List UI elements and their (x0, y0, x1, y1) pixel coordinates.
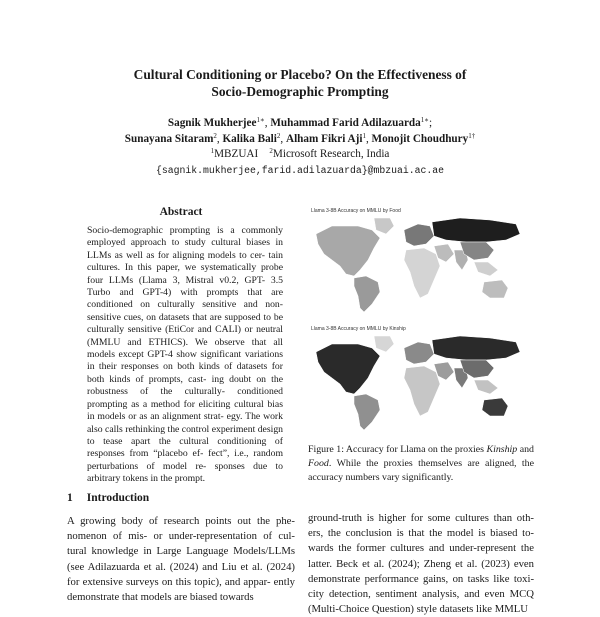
author-name: Alham Fikri Aji (285, 132, 363, 145)
author-name: Monojit Choudhury (371, 132, 469, 145)
section-heading-introduction: 1 Introduction (67, 492, 150, 504)
author-block (0, 116, 600, 178)
introduction-text: A growing body of research points out the phe- nomenon of mis- or under-representation of cul- tural knowledge in Large Language Models/LLMs (see Adilazuarda et al. (2024) and Liu et al. (2024) for extensive surveys on this topic), and appar- ently demonstrate that models are biased towards (67, 515, 296, 604)
map-region-africa (404, 366, 440, 416)
paper-title: Cultural Conditioning or Placebo? On the Effectiveness of Socio-Demographic Prompting (133, 67, 467, 99)
world-map-kinship (310, 332, 526, 434)
map-region-russia (432, 218, 520, 242)
map-region-greenland (374, 218, 394, 234)
author-name: Muhammad Farid Adilazuarda (270, 117, 421, 129)
author-name: Kalika Bali (222, 132, 277, 145)
map-region-se-asia (474, 380, 498, 394)
author-name: Sagnik Mukherjee (167, 117, 257, 129)
world-map-food (310, 214, 526, 316)
map-region-australia (482, 280, 508, 298)
author-name: Sunayana Sitaram (124, 132, 214, 145)
right-column-text: ground-truth is higher for some cultures than oth- ers, the conclusion is that the model is biased to- wards the former cultures and under-represent the latter. Beck et al. (2024); Zheng et al. (2023) even demonstrate performance gains, on tasks like toxi- city detection, sentiment analysis, and even MCQ (Multi-Choice Question) style datasets like MMLU (308, 512, 534, 616)
map-region-south-america (354, 394, 380, 430)
email-address: {sagnik.mukherjee,farid.adilazuarda}@mbzuai.ac.ae (155, 164, 445, 176)
map-region-se-asia (474, 262, 498, 276)
affiliations: $^1$MBZUAI $^2$Microsoft Research, India (210, 147, 390, 160)
map-region-greenland (374, 336, 394, 352)
author-line-1: Sagnik Mukherjee$^{1∗}$, Muhammad Farid Adilazuarda$^{1∗}$; (167, 116, 433, 129)
map-region-europe (404, 342, 434, 364)
map-region-russia (432, 336, 520, 360)
map-region-europe (404, 224, 434, 246)
abstract-heading: Abstract (159, 206, 203, 218)
map-title-food: Llama 3-8B Accuracy on MMLU by Food (311, 208, 401, 214)
author-line-2: Sunayana Sitaram$^2$, Kalika Bali$^2$, Alham Fikri Aji$^1$, Monojit Choudhury$^{1\dagger}$ (124, 131, 476, 145)
figure-caption: Figure 1: Accuracy for Llama on the proxies Kinship and Food. While the proxies themselves are aligned, the accuracy numbers vary significantly. (308, 444, 534, 483)
abstract-text: Socio-demographic prompting is a commonly employed approach to study cultural biases in LLMs as well as for aligning models to cer- tain cultures. In this paper, we systematically probe four LLMs (Llama 3, Mistral v0.2, GPT- 3.5 Turbo and GPT-4) with prompts that are conditioned on culturally sensitive and non- sensitive cues, on datasets that are supposed to be culturally sensitive (EtiCor and CALI) or neutral (MMLU and ETHICS). We observe that all models except GPT-4 show significant variations in their responses on both kinds of datasets for both kinds of prompts, cast- ing doubt on the robustness of the culturally- conditioned prompting as a method for eliciting cultural bias in models or as an alignment strat- egy. The work also calls rethinking the control experiment design to tease apart the cultural conditioning of responses from “placebo ef- fect”, i.e., random perturbations of model re- sponses due to arbitrary tokens in the prompt. (87, 225, 284, 485)
map-region-north-america (316, 226, 380, 276)
map-region-north-america (316, 344, 380, 394)
map-region-australia (482, 398, 508, 416)
map-region-south-america (354, 276, 380, 312)
map-region-africa (404, 248, 440, 298)
map-title-kinship: Llama 3-8B Accuracy on MMLU by Kinship (311, 326, 406, 332)
